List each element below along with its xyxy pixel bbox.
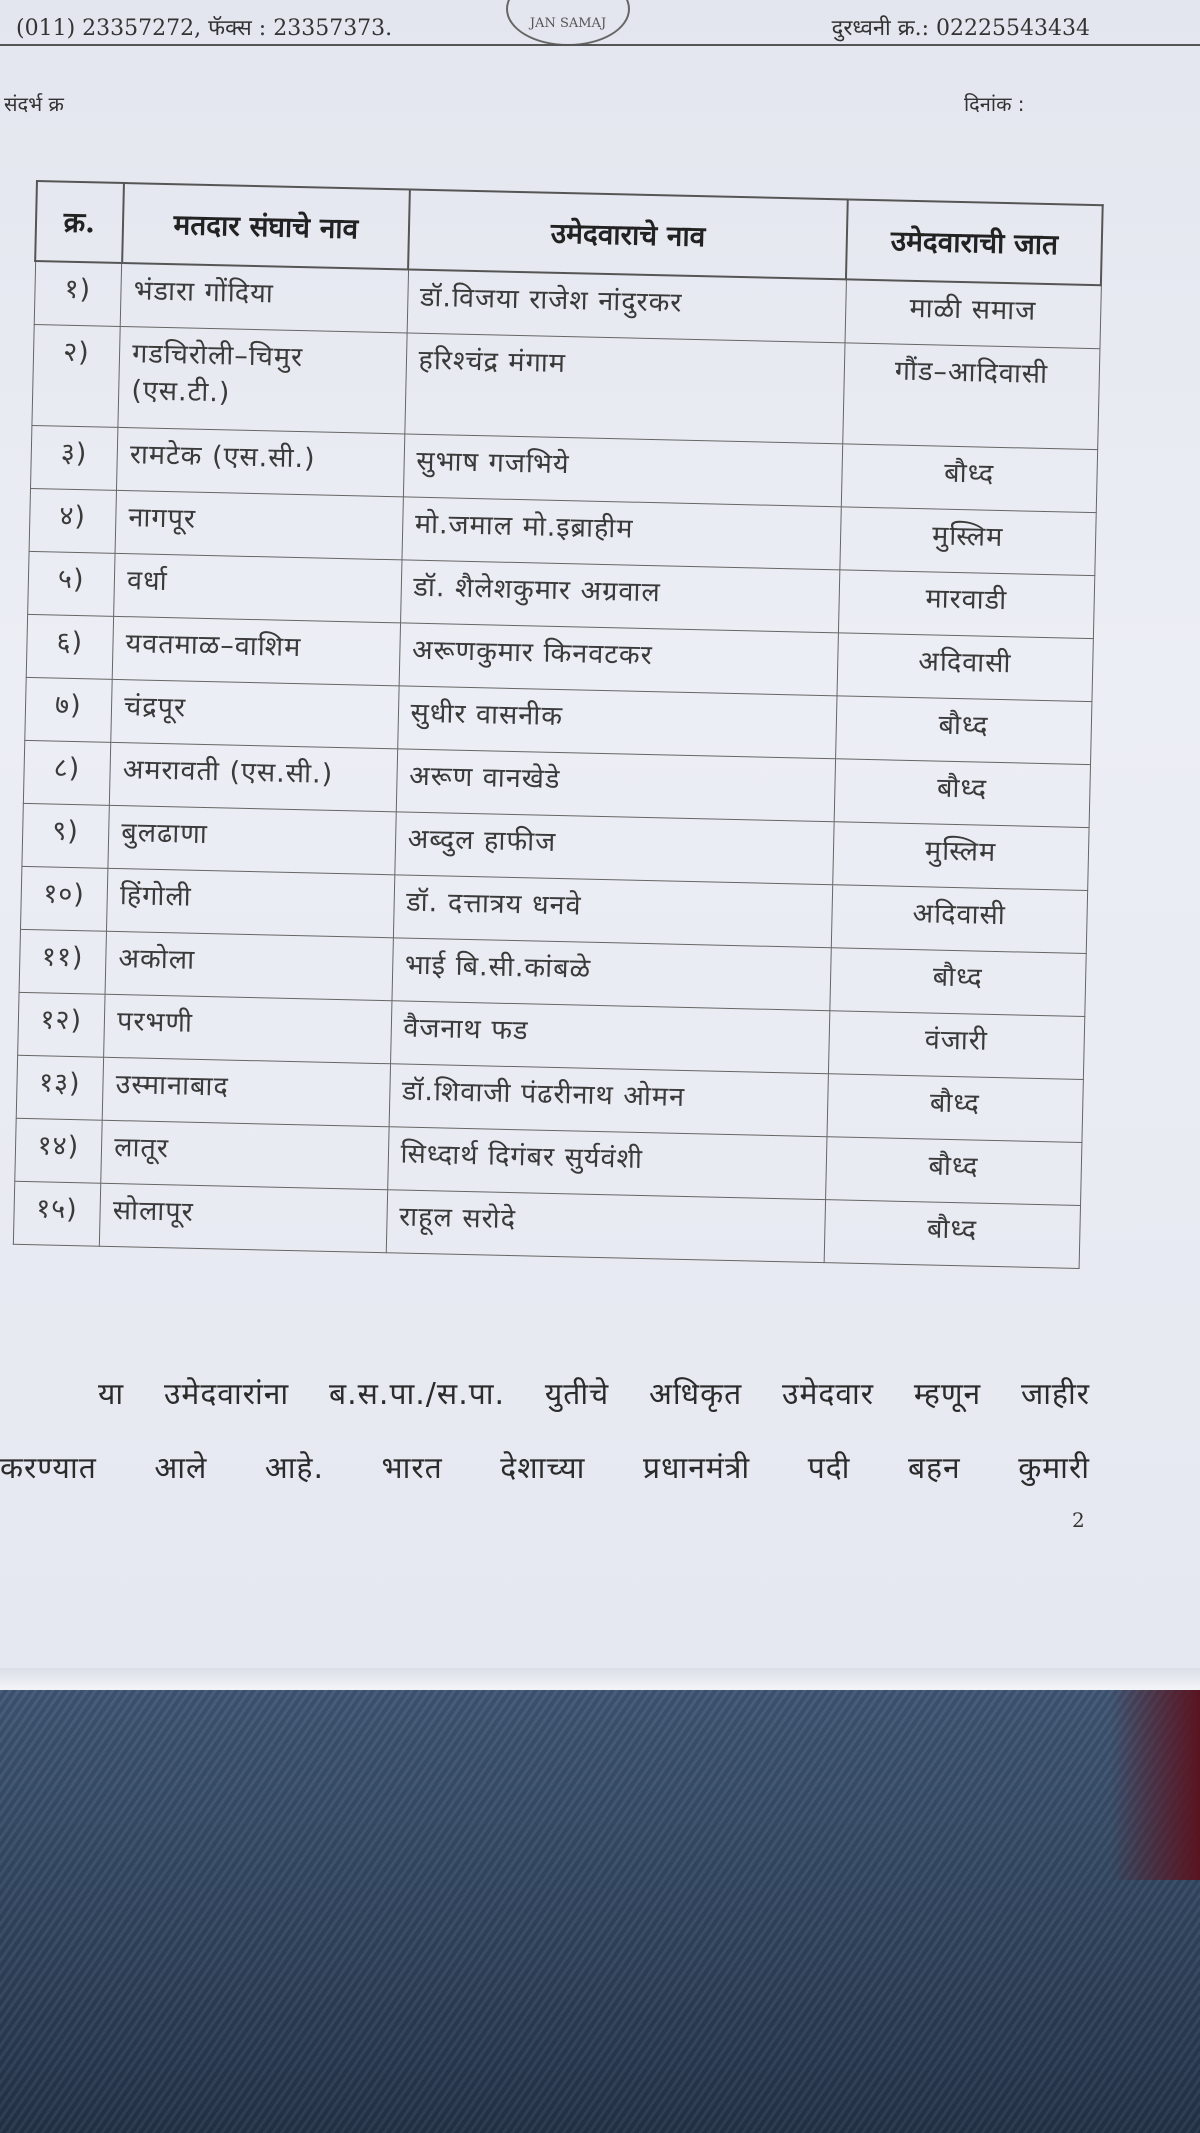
reference-label: संदर्भ क्र xyxy=(4,92,64,116)
row-constituency: चंद्रपूर xyxy=(111,679,399,748)
header-caste: उमेदवाराची जात xyxy=(846,199,1103,285)
row-constituency: परभणी xyxy=(104,994,392,1063)
header-serial: क्र. xyxy=(35,181,123,263)
row-caste: बौध्द xyxy=(830,948,1086,1017)
row-serial: २) xyxy=(31,324,120,427)
paragraph-line: करण्यात आले आहे. भारत देशाच्या प्रधानमंत्री पदी बहन कुमारी xyxy=(0,1451,1090,1486)
row-caste: अदिवासी xyxy=(837,633,1093,702)
row-candidate: सुभाष गजभिये xyxy=(403,434,842,507)
row-caste: गौंड–आदिवासी xyxy=(842,343,1099,450)
row-constituency: रामटेक (एस.सी.) xyxy=(117,427,405,496)
row-serial: १५) xyxy=(13,1181,101,1246)
row-constituency: हिंगोली xyxy=(107,868,395,937)
row-constituency: गडचिरोली–चिमुर (एस.टी.) xyxy=(118,326,407,433)
row-serial: १३) xyxy=(16,1055,104,1120)
page-number: 2 xyxy=(1072,1508,1085,1532)
row-caste: बौध्द xyxy=(827,1074,1083,1143)
row-candidate: भाई बि.सी.कांबळे xyxy=(392,938,831,1011)
row-caste: बौध्द xyxy=(824,1200,1080,1269)
row-serial: १२) xyxy=(17,992,105,1057)
row-caste: माळी समाज xyxy=(845,279,1101,348)
row-serial: १०) xyxy=(20,866,108,931)
date-label: दिनांक : xyxy=(964,92,1025,116)
row-candidate: सुधीर वासनीक xyxy=(397,686,836,759)
row-constituency: बुलढाणा xyxy=(108,805,396,874)
row-constituency: यवतमाळ–वाशिम xyxy=(112,616,400,685)
row-candidate: राहूल सरोदे xyxy=(386,1190,825,1263)
row-caste: मारवाडी xyxy=(838,570,1094,639)
row-serial: ६) xyxy=(26,614,114,679)
row-caste: बौध्द xyxy=(835,696,1091,765)
row-constituency: लातूर xyxy=(101,1120,389,1189)
row-constituency: नागपूर xyxy=(115,490,403,559)
row-caste: अदिवासी xyxy=(831,885,1087,954)
row-constituency: भंडारा गोंदिया xyxy=(120,263,408,333)
background-corner xyxy=(1110,1690,1200,1880)
row-caste: बौध्द xyxy=(825,1137,1081,1206)
row-constituency: अकोला xyxy=(105,931,393,1000)
row-serial: ११) xyxy=(19,929,107,994)
row-caste: बौध्द xyxy=(834,759,1090,828)
row-serial: ४) xyxy=(29,488,117,553)
header-constituency: मतदार संघाचे नाव xyxy=(122,183,410,269)
row-candidate: वैजनाथ फड xyxy=(390,1001,829,1074)
row-constituency: उस्मानाबाद xyxy=(102,1057,390,1126)
row-serial: ३) xyxy=(30,425,118,490)
row-candidate: डॉ. दत्तात्रय धनवे xyxy=(393,875,832,948)
row-candidate: डॉ.शिवाजी पंढरीनाथ ओमन xyxy=(389,1064,828,1137)
paper-bottom-edge xyxy=(0,1668,1200,1691)
row-candidate: डॉ. शैलेशकुमार अग्रवाल xyxy=(400,560,839,633)
row-caste: वंजारी xyxy=(828,1011,1084,1080)
row-caste: मुस्लिम xyxy=(832,822,1088,891)
header-candidate: उमेदवाराचे नाव xyxy=(408,189,848,279)
row-caste: बौध्द xyxy=(841,444,1097,513)
row-candidate: डॉ.विजया राजेश नांदुरकर xyxy=(407,269,846,342)
row-candidate: हरिश्चंद्र मंगाम xyxy=(404,333,844,444)
row-serial: ८) xyxy=(23,740,111,805)
header-rule xyxy=(0,44,1200,46)
row-constituency: अमरावती (एस.सी.) xyxy=(109,742,397,811)
paragraph-line: या उमेदवारांना ब.स.पा./स.पा. युतीचे अधिकृत उमेदवार म्हणून जाहीर xyxy=(98,1377,1090,1412)
row-candidate: सिध्दार्थ दिगंबर सुर्यवंशी xyxy=(387,1127,826,1200)
body-paragraph xyxy=(0,1358,1090,1506)
row-serial: १) xyxy=(34,261,122,326)
row-serial: ९) xyxy=(21,803,109,868)
mobile-number-text: दुरध्वनी क्र.: 02225543434 xyxy=(831,16,1090,41)
phone-fax-text: (011) 23357272, फॅक्स : 23357373. xyxy=(16,16,393,41)
row-constituency: वर्धा xyxy=(114,553,402,622)
row-candidate: अब्दुल हाफीज xyxy=(394,812,833,885)
candidates-table xyxy=(12,180,1104,1269)
row-constituency: सोलापूर xyxy=(99,1183,387,1252)
party-seal: JAN SAMAJ xyxy=(506,0,630,46)
row-candidate: अरूणकुमार किनवटकर xyxy=(399,623,838,696)
row-candidate: अरूण वानखेडे xyxy=(396,749,835,822)
row-serial: १४) xyxy=(14,1118,102,1183)
row-serial: ७) xyxy=(24,677,112,742)
row-candidate: मो.जमाल मो.इब्राहीम xyxy=(402,497,841,570)
row-serial: ५) xyxy=(27,551,115,616)
denim-background xyxy=(0,1690,1200,2133)
row-caste: मुस्लिम xyxy=(840,507,1096,576)
